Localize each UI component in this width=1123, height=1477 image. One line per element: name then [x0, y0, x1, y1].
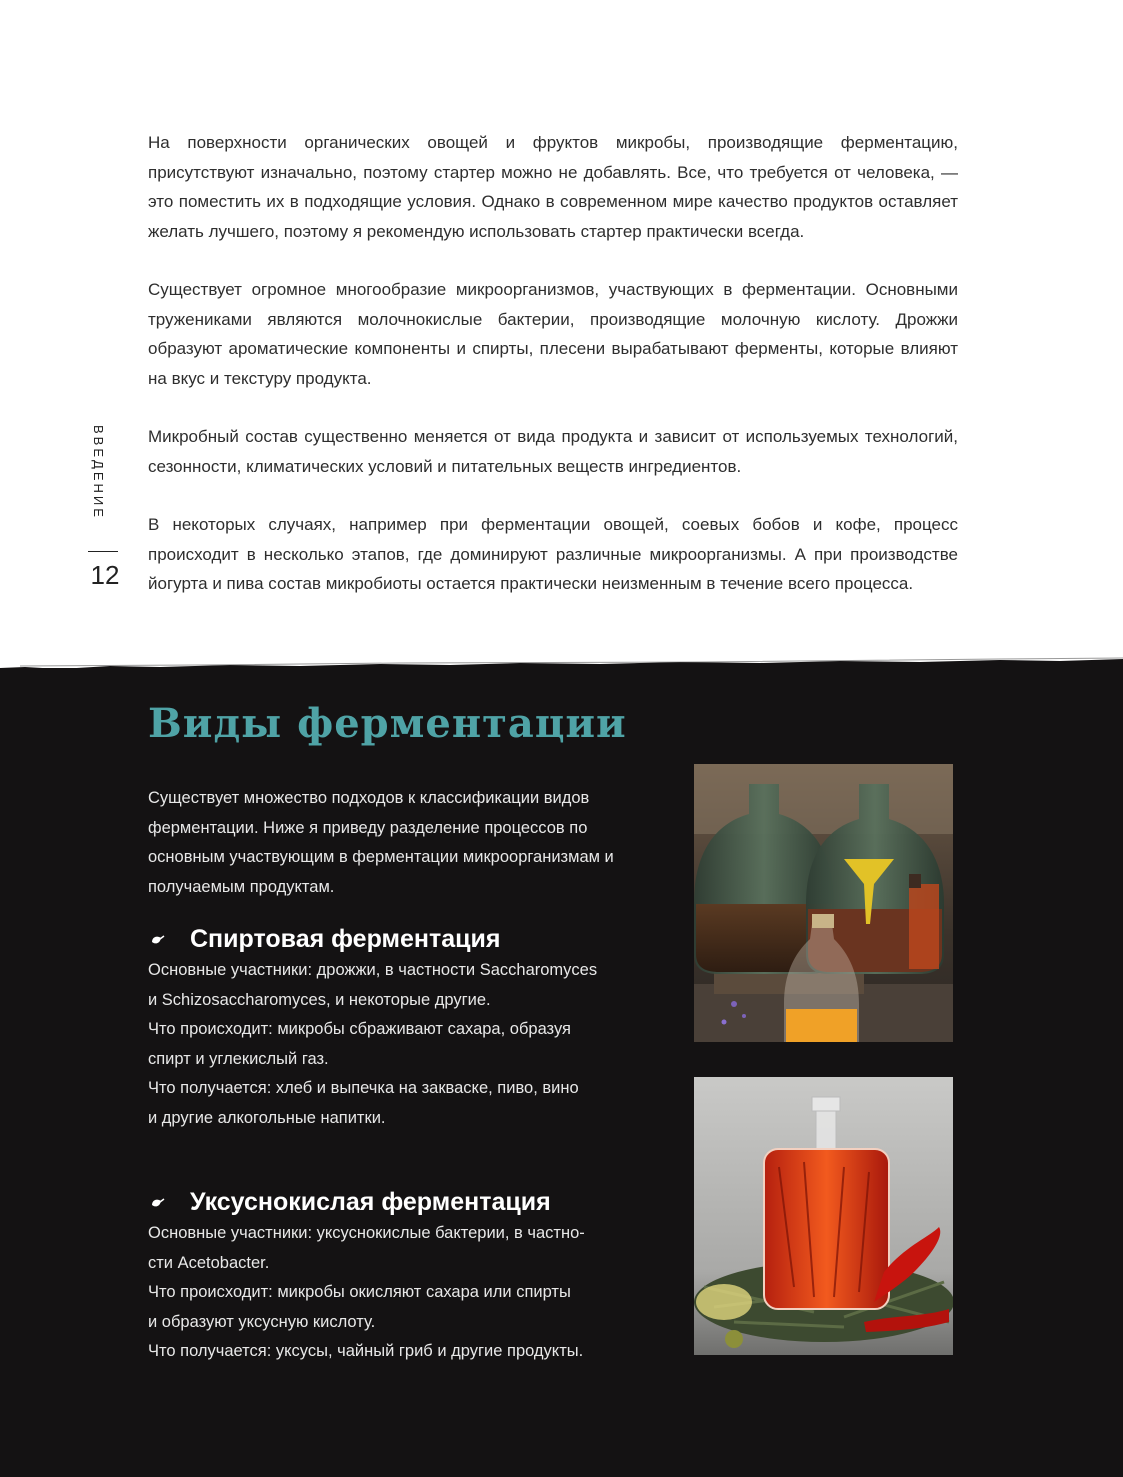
type-line: Что получается: уксусы, чайный гриб и другие продукты. — [148, 1342, 584, 1360]
section-title: Виды ферментации — [148, 700, 627, 747]
intro-text — [148, 128, 958, 628]
type-heading-text: Уксуснокислая ферментация — [190, 1188, 551, 1216]
leaf-bullet-icon — [148, 1193, 168, 1213]
fermentation-type-alcoholic — [148, 925, 648, 1133]
type-line: и Schizosaccharomyces, и некоторые другие. — [148, 990, 491, 1009]
photo-chili-vinegar — [694, 1077, 953, 1355]
page-number: 12 — [90, 560, 120, 590]
type-line: Что получается: хлеб и выпечка на закваске, пиво, вино — [148, 1079, 579, 1097]
paragraph: На поверхности органических овощей и фруктов микробы, производящие ферментацию, присутствуют изначально, поэтому стартер можно не добавлять. Все, что требуется от человека, — это поместить их в подходящие условия. Однако в современном мире качество продуктов оставляет желать лучшего, поэтому я рекомендую использовать стартер практически всегда. — [148, 133, 958, 241]
photo-fermentation-bottles — [694, 764, 953, 1042]
type-line: сти Acetobacter. — [148, 1253, 270, 1272]
chapter-label: ВВЕДЕНИЕ — [91, 425, 106, 520]
torn-edge — [0, 654, 1123, 678]
paragraph: Микробный состав существенно меняется от вида продукта и зависит от используемых технологий, сезонности, климатических условий и питательных веществ ингредиентов. — [148, 427, 958, 476]
type-line: и другие алкогольные напитки. — [148, 1108, 386, 1127]
type-line: Что происходит: микробы сбраживают сахара, образуя — [148, 1020, 571, 1038]
type-heading — [148, 1188, 648, 1217]
type-line: Основные участники: дрожжи, в частности Saccharomyces — [148, 961, 598, 979]
type-line: спирт и углекислый газ. — [148, 1049, 329, 1068]
fermentation-type-acetic — [148, 1188, 648, 1367]
paragraph: Существует огромное многообразие микроорганизмов, участвующих в ферментации. Основными тружениками являются молочнокислые бактерии, производящие молочную кислоту. Дрожжи образуют ароматические компоненты и спирты, плесени вырабатывают ферменты, которые влияют на вкус и текстуру продукта. — [148, 280, 958, 388]
type-line: Основные участники: уксуснокислые бактерии, в частно- — [148, 1224, 585, 1242]
leaf-bullet-icon — [148, 930, 168, 950]
type-line: и образуют уксусную кислоту. — [148, 1312, 376, 1331]
paragraph: В некоторых случаях, например при ферментации овощей, соевых бобов и кофе, процесс происходит в несколько этапов, где доминируют различные микроорганизмы. А при производстве йогурта и пива состав микробиоты остается практически неизменным в течение всего процесса. — [148, 515, 958, 593]
divider — [88, 551, 118, 552]
type-heading-text: Спиртовая ферментация — [190, 925, 501, 953]
type-heading — [148, 925, 648, 954]
section-intro: Существует множество подходов к классификации видов ферментации. Ниже я приведу разделение процессов по основным участвующим в ферментации микроорганизмам и получаемым продуктам. — [148, 789, 614, 896]
type-line: Что происходит: микробы окисляют сахара или спирты — [148, 1283, 571, 1301]
